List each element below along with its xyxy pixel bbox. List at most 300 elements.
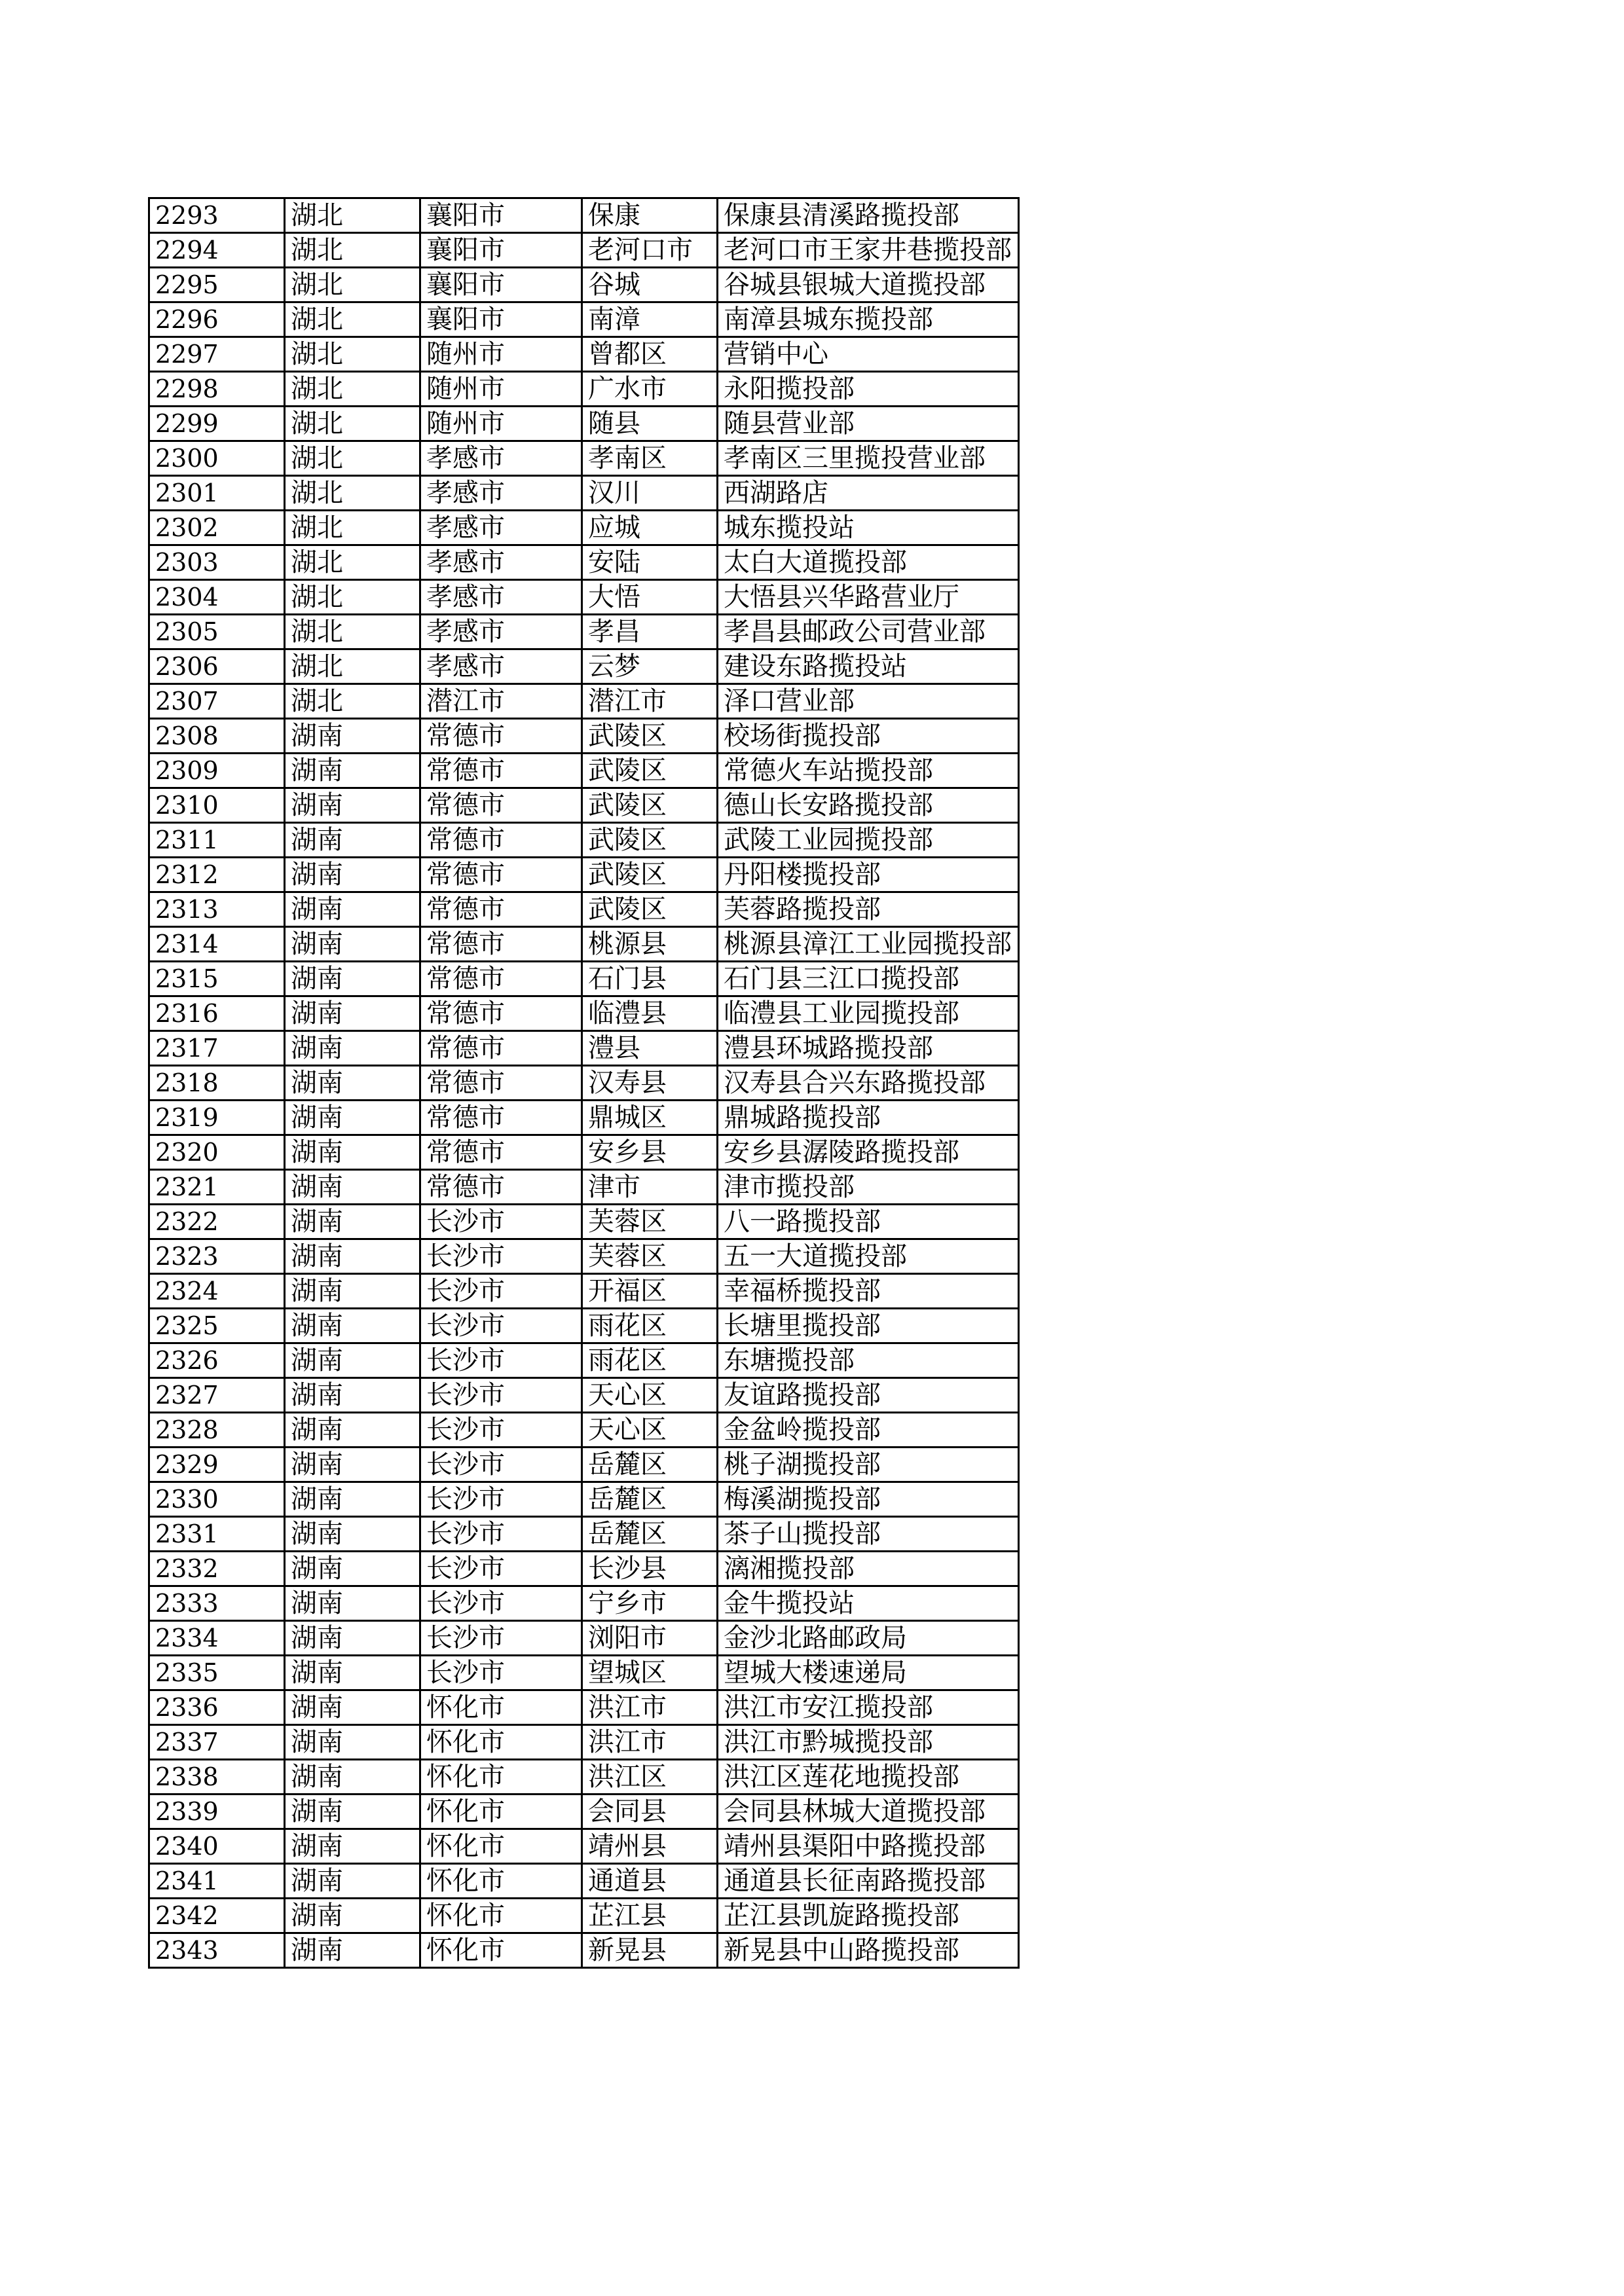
province-cell: 湖南 <box>285 1448 420 1482</box>
table-row <box>149 1066 1019 1101</box>
table-row <box>149 649 1019 684</box>
branch-name-cell: 洪江区莲花地揽投部 <box>718 1760 1019 1795</box>
branch-name-cell: 德山长安路揽投部 <box>718 788 1019 823</box>
province-cell: 湖南 <box>285 1690 420 1725</box>
row-number-cell: 2293 <box>149 198 285 233</box>
province-cell: 湖南 <box>285 996 420 1031</box>
city-cell: 襄阳市 <box>420 268 582 302</box>
row-number-cell: 2320 <box>149 1135 285 1170</box>
city-cell: 常德市 <box>420 1135 582 1170</box>
city-cell: 随州市 <box>420 372 582 407</box>
city-cell: 孝感市 <box>420 545 582 580</box>
city-cell: 襄阳市 <box>420 233 582 268</box>
province-cell: 湖南 <box>285 1413 420 1448</box>
branch-name-cell: 城东揽投站 <box>718 511 1019 545</box>
city-cell: 长沙市 <box>420 1309 582 1343</box>
branch-name-cell: 保康县清溪路揽投部 <box>718 198 1019 233</box>
branch-name-cell: 长塘里揽投部 <box>718 1309 1019 1343</box>
province-cell: 湖南 <box>285 754 420 788</box>
province-cell: 湖北 <box>285 337 420 372</box>
district-cell: 曾都区 <box>582 337 718 372</box>
row-number-cell: 2299 <box>149 407 285 441</box>
row-number-cell: 2301 <box>149 476 285 511</box>
table-row <box>149 511 1019 545</box>
city-cell: 长沙市 <box>420 1239 582 1274</box>
city-cell: 常德市 <box>420 754 582 788</box>
row-number-cell: 2318 <box>149 1066 285 1101</box>
row-number-cell: 2304 <box>149 580 285 615</box>
branch-name-cell: 靖州县渠阳中路揽投部 <box>718 1829 1019 1864</box>
city-cell: 怀化市 <box>420 1690 582 1725</box>
city-cell: 长沙市 <box>420 1482 582 1517</box>
district-cell: 会同县 <box>582 1795 718 1829</box>
table-row <box>149 615 1019 649</box>
row-number-cell: 2312 <box>149 858 285 892</box>
table-row <box>149 268 1019 302</box>
table-row <box>149 1656 1019 1690</box>
table-row <box>149 1135 1019 1170</box>
branch-name-cell: 漓湘揽投部 <box>718 1552 1019 1586</box>
city-cell: 孝感市 <box>420 476 582 511</box>
table-row <box>149 580 1019 615</box>
table-row <box>149 1482 1019 1517</box>
province-cell: 湖北 <box>285 302 420 337</box>
city-cell: 潜江市 <box>420 684 582 719</box>
province-cell: 湖北 <box>285 511 420 545</box>
branch-name-cell: 随县营业部 <box>718 407 1019 441</box>
district-cell: 安乡县 <box>582 1135 718 1170</box>
city-cell: 长沙市 <box>420 1552 582 1586</box>
district-cell: 广水市 <box>582 372 718 407</box>
table-row <box>149 1274 1019 1309</box>
city-cell: 长沙市 <box>420 1621 582 1656</box>
province-cell: 湖南 <box>285 962 420 996</box>
province-cell: 湖南 <box>285 1482 420 1517</box>
district-cell: 大悟 <box>582 580 718 615</box>
district-cell: 芙蓉区 <box>582 1205 718 1239</box>
city-cell: 常德市 <box>420 1031 582 1066</box>
table-row <box>149 1586 1019 1621</box>
district-cell: 芙蓉区 <box>582 1239 718 1274</box>
district-cell: 随县 <box>582 407 718 441</box>
province-cell: 湖南 <box>285 1552 420 1586</box>
row-number-cell: 2331 <box>149 1517 285 1552</box>
city-cell: 长沙市 <box>420 1274 582 1309</box>
branch-name-cell: 西湖路店 <box>718 476 1019 511</box>
district-cell: 岳麓区 <box>582 1482 718 1517</box>
city-cell: 随州市 <box>420 407 582 441</box>
branch-name-cell: 校场街揽投部 <box>718 719 1019 754</box>
branch-name-cell: 八一路揽投部 <box>718 1205 1019 1239</box>
province-cell: 湖南 <box>285 1309 420 1343</box>
city-cell: 怀化市 <box>420 1864 582 1899</box>
city-cell: 长沙市 <box>420 1205 582 1239</box>
city-cell: 怀化市 <box>420 1829 582 1864</box>
row-number-cell: 2330 <box>149 1482 285 1517</box>
table-row <box>149 1205 1019 1239</box>
branch-name-cell: 泽口营业部 <box>718 684 1019 719</box>
city-cell: 怀化市 <box>420 1760 582 1795</box>
table-row <box>149 719 1019 754</box>
district-cell: 南漳 <box>582 302 718 337</box>
table-row <box>149 1621 1019 1656</box>
province-cell: 湖南 <box>285 1864 420 1899</box>
table-row <box>149 1413 1019 1448</box>
branch-name-cell: 南漳县城东揽投部 <box>718 302 1019 337</box>
district-cell: 安陆 <box>582 545 718 580</box>
city-cell: 怀化市 <box>420 1795 582 1829</box>
branch-name-cell: 临澧县工业园揽投部 <box>718 996 1019 1031</box>
city-cell: 长沙市 <box>420 1586 582 1621</box>
district-cell: 雨花区 <box>582 1343 718 1378</box>
district-cell: 澧县 <box>582 1031 718 1066</box>
province-cell: 湖南 <box>285 1829 420 1864</box>
branch-name-cell: 五一大道揽投部 <box>718 1239 1019 1274</box>
row-number-cell: 2327 <box>149 1378 285 1413</box>
district-cell: 老河口市 <box>582 233 718 268</box>
branch-name-cell: 芷江县凯旋路揽投部 <box>718 1899 1019 1933</box>
branch-name-cell: 大悟县兴华路营业厅 <box>718 580 1019 615</box>
table-row <box>149 1170 1019 1205</box>
row-number-cell: 2300 <box>149 441 285 476</box>
province-cell: 湖北 <box>285 476 420 511</box>
province-cell: 湖北 <box>285 649 420 684</box>
table-row <box>149 1309 1019 1343</box>
table-row <box>149 441 1019 476</box>
branch-name-cell: 澧县环城路揽投部 <box>718 1031 1019 1066</box>
district-cell: 应城 <box>582 511 718 545</box>
row-number-cell: 2323 <box>149 1239 285 1274</box>
table-row <box>149 1343 1019 1378</box>
table-row <box>149 1448 1019 1482</box>
city-cell: 常德市 <box>420 823 582 858</box>
district-cell: 武陵区 <box>582 754 718 788</box>
district-cell: 武陵区 <box>582 858 718 892</box>
city-cell: 怀化市 <box>420 1933 582 1968</box>
district-cell: 长沙县 <box>582 1552 718 1586</box>
city-cell: 常德市 <box>420 788 582 823</box>
province-cell: 湖北 <box>285 268 420 302</box>
table-row <box>149 1239 1019 1274</box>
row-number-cell: 2305 <box>149 615 285 649</box>
branch-name-cell: 桃子湖揽投部 <box>718 1448 1019 1482</box>
district-cell: 开福区 <box>582 1274 718 1309</box>
row-number-cell: 2328 <box>149 1413 285 1448</box>
province-cell: 湖北 <box>285 407 420 441</box>
table-row <box>149 996 1019 1031</box>
district-cell: 天心区 <box>582 1413 718 1448</box>
province-cell: 湖南 <box>285 1031 420 1066</box>
row-number-cell: 2298 <box>149 372 285 407</box>
row-number-cell: 2332 <box>149 1552 285 1586</box>
branch-name-cell: 金沙北路邮政局 <box>718 1621 1019 1656</box>
city-cell: 常德市 <box>420 1066 582 1101</box>
row-number-cell: 2325 <box>149 1309 285 1343</box>
city-cell: 孝感市 <box>420 441 582 476</box>
city-cell: 随州市 <box>420 337 582 372</box>
branch-name-cell: 会同县林城大道揽投部 <box>718 1795 1019 1829</box>
row-number-cell: 2306 <box>149 649 285 684</box>
row-number-cell: 2342 <box>149 1899 285 1933</box>
province-cell: 湖北 <box>285 441 420 476</box>
district-cell: 临澧县 <box>582 996 718 1031</box>
branch-name-cell: 望城大楼速递局 <box>718 1656 1019 1690</box>
branch-name-cell: 茶子山揽投部 <box>718 1517 1019 1552</box>
branch-name-cell: 孝南区三里揽投营业部 <box>718 441 1019 476</box>
district-cell: 潜江市 <box>582 684 718 719</box>
table-row <box>149 788 1019 823</box>
row-number-cell: 2317 <box>149 1031 285 1066</box>
province-cell: 湖南 <box>285 788 420 823</box>
table-row <box>149 1933 1019 1968</box>
city-cell: 长沙市 <box>420 1378 582 1413</box>
province-cell: 湖南 <box>285 1586 420 1621</box>
row-number-cell: 2316 <box>149 996 285 1031</box>
table-row <box>149 1552 1019 1586</box>
table-row <box>149 754 1019 788</box>
district-cell: 洪江市 <box>582 1725 718 1760</box>
branch-name-cell: 通道县长征南路揽投部 <box>718 1864 1019 1899</box>
row-number-cell: 2309 <box>149 754 285 788</box>
city-cell: 怀化市 <box>420 1725 582 1760</box>
row-number-cell: 2295 <box>149 268 285 302</box>
branch-name-cell: 谷城县银城大道揽投部 <box>718 268 1019 302</box>
table-row <box>149 684 1019 719</box>
province-cell: 湖北 <box>285 580 420 615</box>
district-cell: 孝南区 <box>582 441 718 476</box>
district-cell: 天心区 <box>582 1378 718 1413</box>
city-cell: 孝感市 <box>420 615 582 649</box>
branch-name-cell: 幸福桥揽投部 <box>718 1274 1019 1309</box>
row-number-cell: 2294 <box>149 233 285 268</box>
province-cell: 湖北 <box>285 372 420 407</box>
branch-table-body <box>149 198 1019 1968</box>
branch-table <box>148 197 1020 1969</box>
row-number-cell: 2326 <box>149 1343 285 1378</box>
province-cell: 湖南 <box>285 1343 420 1378</box>
district-cell: 靖州县 <box>582 1829 718 1864</box>
province-cell: 湖南 <box>285 1899 420 1933</box>
city-cell: 常德市 <box>420 1101 582 1135</box>
district-cell: 津市 <box>582 1170 718 1205</box>
district-cell: 保康 <box>582 198 718 233</box>
province-cell: 湖北 <box>285 198 420 233</box>
branch-name-cell: 洪江市安江揽投部 <box>718 1690 1019 1725</box>
table-row <box>149 302 1019 337</box>
city-cell: 襄阳市 <box>420 302 582 337</box>
table-row <box>149 962 1019 996</box>
table-row <box>149 823 1019 858</box>
branch-name-cell: 东塘揽投部 <box>718 1343 1019 1378</box>
district-cell: 武陵区 <box>582 788 718 823</box>
table-row <box>149 1899 1019 1933</box>
province-cell: 湖北 <box>285 233 420 268</box>
province-cell: 湖南 <box>285 1795 420 1829</box>
city-cell: 常德市 <box>420 1170 582 1205</box>
district-cell: 宁乡市 <box>582 1586 718 1621</box>
district-cell: 洪江区 <box>582 1760 718 1795</box>
table-row <box>149 1725 1019 1760</box>
branch-name-cell: 安乡县潺陵路揽投部 <box>718 1135 1019 1170</box>
province-cell: 湖南 <box>285 1170 420 1205</box>
table-row <box>149 233 1019 268</box>
province-cell: 湖南 <box>285 892 420 927</box>
district-cell: 浏阳市 <box>582 1621 718 1656</box>
row-number-cell: 2296 <box>149 302 285 337</box>
table-row <box>149 927 1019 962</box>
row-number-cell: 2315 <box>149 962 285 996</box>
branch-name-cell: 芙蓉路揽投部 <box>718 892 1019 927</box>
province-cell: 湖南 <box>285 1239 420 1274</box>
branch-name-cell: 金盆岭揽投部 <box>718 1413 1019 1448</box>
table-row <box>149 858 1019 892</box>
branch-name-cell: 丹阳楼揽投部 <box>718 858 1019 892</box>
row-number-cell: 2324 <box>149 1274 285 1309</box>
province-cell: 湖北 <box>285 684 420 719</box>
city-cell: 常德市 <box>420 927 582 962</box>
city-cell: 孝感市 <box>420 649 582 684</box>
branch-name-cell: 石门县三江口揽投部 <box>718 962 1019 996</box>
province-cell: 湖南 <box>285 1517 420 1552</box>
province-cell: 湖南 <box>285 719 420 754</box>
city-cell: 长沙市 <box>420 1343 582 1378</box>
row-number-cell: 2338 <box>149 1760 285 1795</box>
branch-name-cell: 永阳揽投部 <box>718 372 1019 407</box>
province-cell: 湖南 <box>285 1725 420 1760</box>
district-cell: 桃源县 <box>582 927 718 962</box>
branch-name-cell: 武陵工业园揽投部 <box>718 823 1019 858</box>
city-cell: 常德市 <box>420 858 582 892</box>
district-cell: 云梦 <box>582 649 718 684</box>
district-cell: 武陵区 <box>582 892 718 927</box>
district-cell: 洪江市 <box>582 1690 718 1725</box>
province-cell: 湖南 <box>285 1656 420 1690</box>
branch-name-cell: 友谊路揽投部 <box>718 1378 1019 1413</box>
province-cell: 湖南 <box>285 1274 420 1309</box>
province-cell: 湖南 <box>285 858 420 892</box>
row-number-cell: 2334 <box>149 1621 285 1656</box>
table-row <box>149 407 1019 441</box>
table-row <box>149 1760 1019 1795</box>
row-number-cell: 2335 <box>149 1656 285 1690</box>
province-cell: 湖南 <box>285 1101 420 1135</box>
table-row <box>149 1864 1019 1899</box>
table-row <box>149 337 1019 372</box>
city-cell: 常德市 <box>420 719 582 754</box>
district-cell: 通道县 <box>582 1864 718 1899</box>
branch-name-cell: 孝昌县邮政公司营业部 <box>718 615 1019 649</box>
branch-name-cell: 津市揽投部 <box>718 1170 1019 1205</box>
row-number-cell: 2322 <box>149 1205 285 1239</box>
row-number-cell: 2313 <box>149 892 285 927</box>
city-cell: 常德市 <box>420 962 582 996</box>
branch-name-cell: 太白大道揽投部 <box>718 545 1019 580</box>
branch-name-cell: 金牛揽投站 <box>718 1586 1019 1621</box>
city-cell: 长沙市 <box>420 1413 582 1448</box>
province-cell: 湖南 <box>285 1066 420 1101</box>
table-row <box>149 1101 1019 1135</box>
district-cell: 鼎城区 <box>582 1101 718 1135</box>
branch-name-cell: 营销中心 <box>718 337 1019 372</box>
table-row <box>149 1517 1019 1552</box>
row-number-cell: 2303 <box>149 545 285 580</box>
province-cell: 湖北 <box>285 545 420 580</box>
row-number-cell: 2340 <box>149 1829 285 1864</box>
province-cell: 湖南 <box>285 1760 420 1795</box>
province-cell: 湖北 <box>285 615 420 649</box>
branch-name-cell: 常德火车站揽投部 <box>718 754 1019 788</box>
branch-name-cell: 建设东路揽投站 <box>718 649 1019 684</box>
row-number-cell: 2297 <box>149 337 285 372</box>
district-cell: 汉寿县 <box>582 1066 718 1101</box>
table-row <box>149 545 1019 580</box>
row-number-cell: 2319 <box>149 1101 285 1135</box>
city-cell: 怀化市 <box>420 1899 582 1933</box>
district-cell: 芷江县 <box>582 1899 718 1933</box>
table-row <box>149 1829 1019 1864</box>
table-row <box>149 1795 1019 1829</box>
row-number-cell: 2339 <box>149 1795 285 1829</box>
district-cell: 汉川 <box>582 476 718 511</box>
district-cell: 望城区 <box>582 1656 718 1690</box>
district-cell: 新晃县 <box>582 1933 718 1968</box>
table-row <box>149 1031 1019 1066</box>
city-cell: 常德市 <box>420 892 582 927</box>
row-number-cell: 2343 <box>149 1933 285 1968</box>
city-cell: 长沙市 <box>420 1517 582 1552</box>
province-cell: 湖南 <box>285 1621 420 1656</box>
branch-name-cell: 洪江市黔城揽投部 <box>718 1725 1019 1760</box>
district-cell: 岳麓区 <box>582 1448 718 1482</box>
table-row <box>149 1690 1019 1725</box>
table-row <box>149 198 1019 233</box>
city-cell: 常德市 <box>420 996 582 1031</box>
row-number-cell: 2310 <box>149 788 285 823</box>
city-cell: 孝感市 <box>420 580 582 615</box>
city-cell: 襄阳市 <box>420 198 582 233</box>
table-row <box>149 476 1019 511</box>
city-cell: 长沙市 <box>420 1448 582 1482</box>
row-number-cell: 2308 <box>149 719 285 754</box>
district-cell: 岳麓区 <box>582 1517 718 1552</box>
district-cell: 石门县 <box>582 962 718 996</box>
province-cell: 湖南 <box>285 927 420 962</box>
row-number-cell: 2314 <box>149 927 285 962</box>
row-number-cell: 2321 <box>149 1170 285 1205</box>
district-cell: 雨花区 <box>582 1309 718 1343</box>
district-cell: 武陵区 <box>582 823 718 858</box>
branch-name-cell: 老河口市王家井巷揽投部 <box>718 233 1019 268</box>
district-cell: 武陵区 <box>582 719 718 754</box>
district-cell: 谷城 <box>582 268 718 302</box>
row-number-cell: 2336 <box>149 1690 285 1725</box>
row-number-cell: 2333 <box>149 1586 285 1621</box>
branch-name-cell: 桃源县漳江工业园揽投部 <box>718 927 1019 962</box>
table-row <box>149 372 1019 407</box>
city-cell: 长沙市 <box>420 1656 582 1690</box>
province-cell: 湖南 <box>285 1135 420 1170</box>
row-number-cell: 2341 <box>149 1864 285 1899</box>
province-cell: 湖南 <box>285 1205 420 1239</box>
branch-name-cell: 汉寿县合兴东路揽投部 <box>718 1066 1019 1101</box>
table-row <box>149 1378 1019 1413</box>
table-row <box>149 892 1019 927</box>
row-number-cell: 2337 <box>149 1725 285 1760</box>
district-cell: 孝昌 <box>582 615 718 649</box>
province-cell: 湖南 <box>285 1378 420 1413</box>
province-cell: 湖南 <box>285 1933 420 1968</box>
province-cell: 湖南 <box>285 823 420 858</box>
